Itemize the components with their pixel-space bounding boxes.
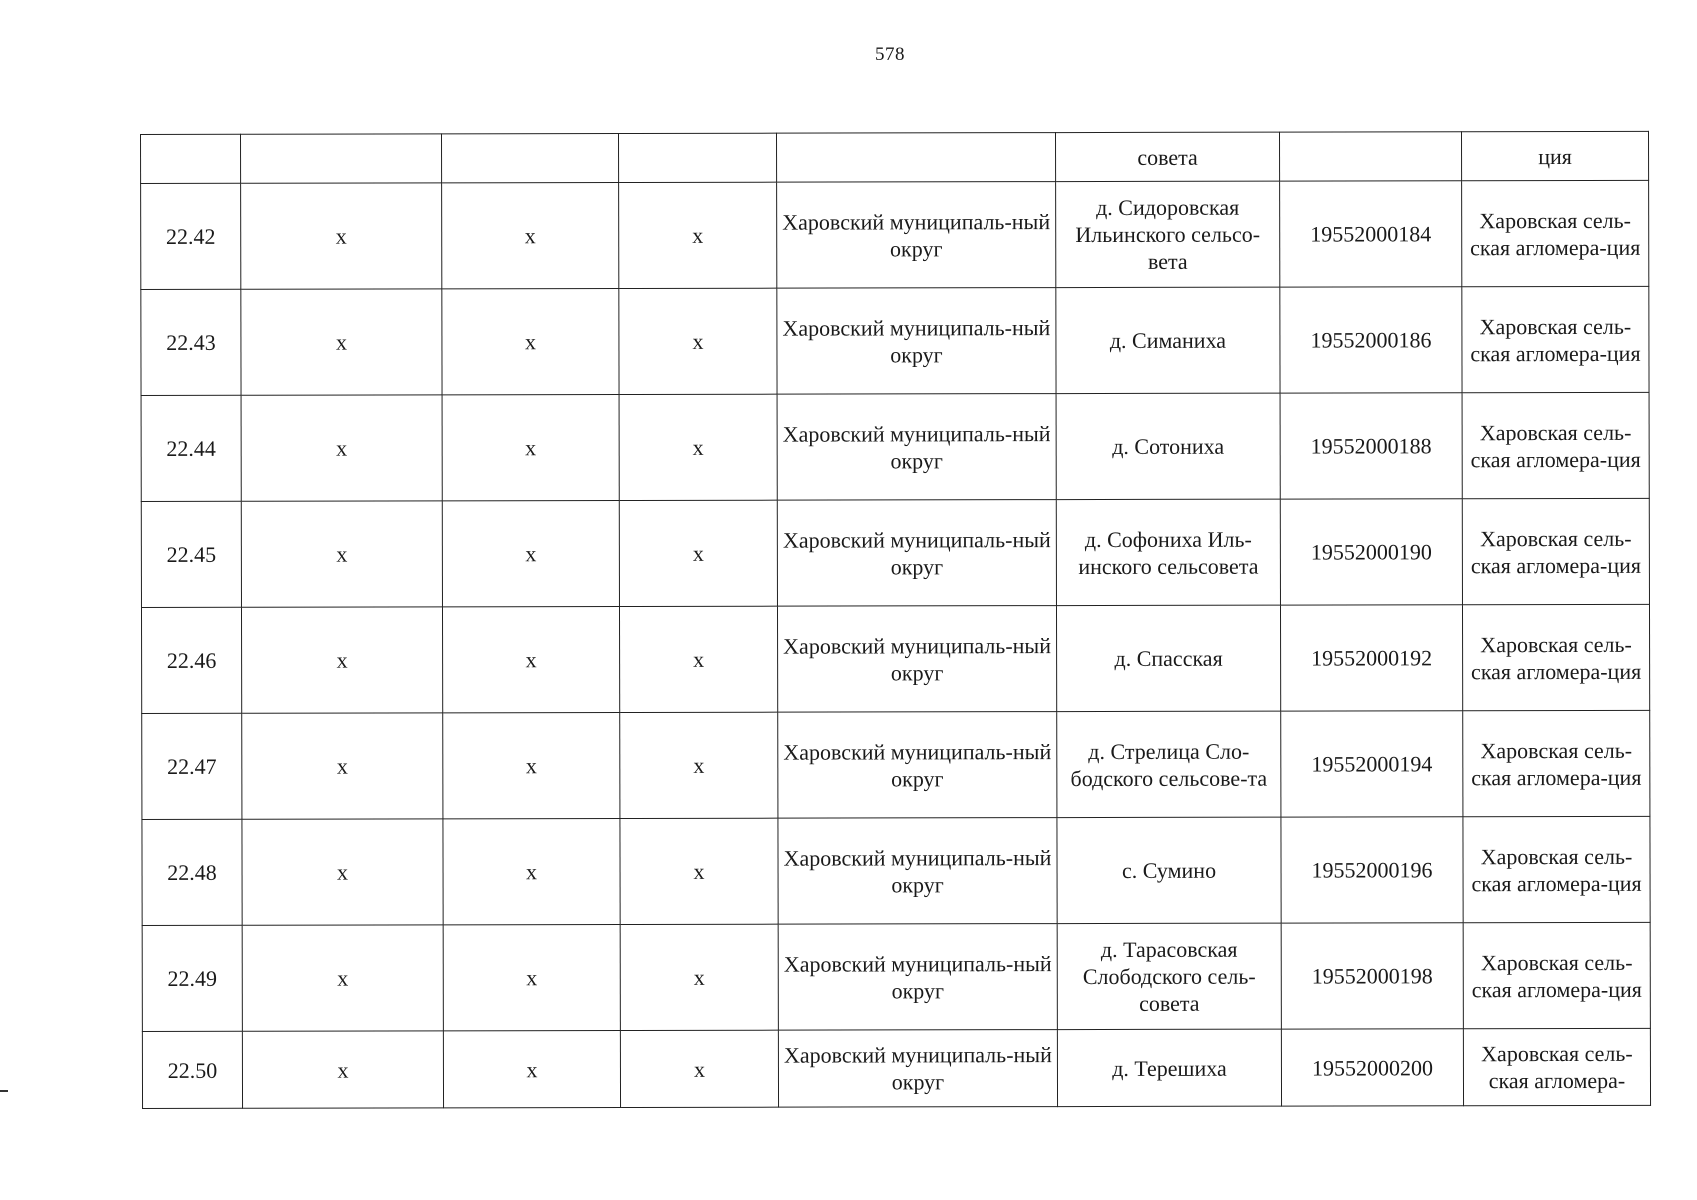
mark-cell: х (443, 712, 620, 818)
mark-cell: х (242, 819, 443, 925)
row-number: 22.42 (141, 183, 241, 289)
row-number: 22.50 (142, 1031, 242, 1108)
district-cell: Харовский муниципаль-ный округ (777, 288, 1056, 395)
district-cell: Харовский муниципаль-ный округ (778, 1030, 1057, 1108)
margin-mark (0, 1090, 8, 1092)
table-row (141, 180, 1649, 289)
mark-cell: х (620, 1030, 778, 1107)
district-cell: Харовский муниципаль-ный округ (777, 606, 1056, 713)
header-cell (776, 133, 1055, 183)
table-row (142, 710, 1650, 819)
mark-cell: х (619, 606, 777, 712)
mark-cell: х (619, 182, 777, 288)
table-body (141, 131, 1651, 1108)
district-cell: Харовский муниципаль-ный округ (778, 712, 1057, 819)
code-cell: 19552000198 (1281, 923, 1463, 1029)
mark-cell: х (242, 713, 443, 819)
mark-cell: х (620, 818, 778, 924)
mark-cell: х (619, 500, 777, 606)
header-cell: совета (1055, 132, 1279, 181)
agglomeration-cell: Харовская сель-ская агломера- (1463, 1028, 1650, 1105)
code-cell: 19552000200 (1281, 1029, 1463, 1106)
header-cell (619, 133, 777, 182)
row-number: 22.44 (141, 395, 241, 501)
mark-cell: х (241, 183, 442, 289)
district-cell: Харовский муниципаль-ный округ (777, 394, 1056, 501)
header-cell: ция (1461, 131, 1648, 180)
settlement-cell: д. Симаниха (1056, 287, 1280, 393)
agglomeration-cell: Харовская сель-ская агломера-ция (1463, 922, 1650, 1028)
mark-cell: х (443, 818, 620, 924)
row-number: 22.48 (142, 819, 242, 925)
header-cell (141, 134, 241, 183)
row-number: 22.45 (141, 501, 241, 607)
mark-cell: х (242, 1031, 443, 1108)
code-cell: 19552000196 (1281, 817, 1463, 923)
mark-cell: х (620, 712, 778, 818)
code-cell: 19552000192 (1280, 605, 1462, 711)
page-number: 578 (875, 44, 905, 65)
table-row (142, 1028, 1650, 1108)
settlement-cell: д. Стрелица Сло-бодского сельсове-та (1057, 711, 1281, 817)
settlement-cell: д. Спасская (1056, 605, 1280, 711)
header-cell (442, 133, 619, 182)
agglomeration-cell: Харовская сель-ская агломера-ция (1462, 392, 1649, 498)
table-row (141, 392, 1649, 501)
mark-cell: х (442, 500, 619, 606)
registry-table (140, 131, 1651, 1109)
agglomeration-cell: Харовская сель-ская агломера-ция (1463, 710, 1650, 816)
code-cell: 19552000184 (1280, 181, 1462, 287)
header-row (141, 131, 1649, 183)
settlement-cell: д. Терешиха (1057, 1029, 1281, 1106)
mark-cell: х (620, 924, 778, 1030)
settlement-cell: с. Сумино (1057, 817, 1281, 923)
district-cell: Харовский муниципаль-ный округ (778, 818, 1057, 925)
mark-cell: х (442, 606, 619, 712)
code-cell: 19552000186 (1280, 287, 1462, 393)
header-cell (1279, 132, 1461, 181)
header-cell (241, 134, 442, 183)
agglomeration-cell: Харовская сель-ская агломера-ция (1462, 180, 1649, 286)
district-cell: Харовский муниципаль-ный округ (777, 500, 1056, 607)
code-cell: 19552000194 (1281, 711, 1463, 817)
agglomeration-cell: Харовская сель-ская агломера-ция (1462, 604, 1649, 710)
row-number: 22.43 (141, 289, 241, 395)
code-cell: 19552000188 (1280, 393, 1462, 499)
table-row (142, 922, 1650, 1031)
mark-cell: х (442, 182, 619, 288)
mark-cell: х (241, 607, 442, 713)
mark-cell: х (442, 288, 619, 394)
district-cell: Харовский муниципаль-ный округ (778, 924, 1057, 1031)
agglomeration-cell: Харовская сель-ская агломера-ция (1462, 498, 1649, 604)
mark-cell: х (443, 1030, 620, 1107)
district-cell: Харовский муниципаль-ный округ (777, 182, 1056, 289)
mark-cell: х (241, 289, 442, 395)
table-row (142, 816, 1650, 925)
table-row (141, 604, 1649, 713)
row-number: 22.46 (141, 607, 241, 713)
settlement-cell: д. Сидоровская Ильинского сельсо-вета (1056, 181, 1280, 287)
agglomeration-cell: Харовская сель-ская агломера-ция (1462, 286, 1649, 392)
code-cell: 19552000190 (1280, 499, 1462, 605)
row-number: 22.49 (142, 925, 242, 1031)
mark-cell: х (443, 924, 620, 1030)
table-row (141, 498, 1649, 607)
mark-cell: х (241, 395, 442, 501)
mark-cell: х (241, 501, 442, 607)
settlement-cell: д. Сотониха (1056, 393, 1280, 499)
mark-cell: х (242, 925, 443, 1031)
mark-cell: х (442, 394, 619, 500)
row-number: 22.47 (142, 713, 242, 819)
mark-cell: х (619, 394, 777, 500)
table-row (141, 286, 1649, 395)
agglomeration-cell: Харовская сель-ская агломера-ция (1463, 816, 1650, 922)
mark-cell: х (619, 288, 777, 394)
settlement-cell: д. Тарасовская Слободского сель-совета (1057, 923, 1281, 1029)
settlement-cell: д. Софониха Иль-инского сельсовета (1056, 499, 1280, 605)
